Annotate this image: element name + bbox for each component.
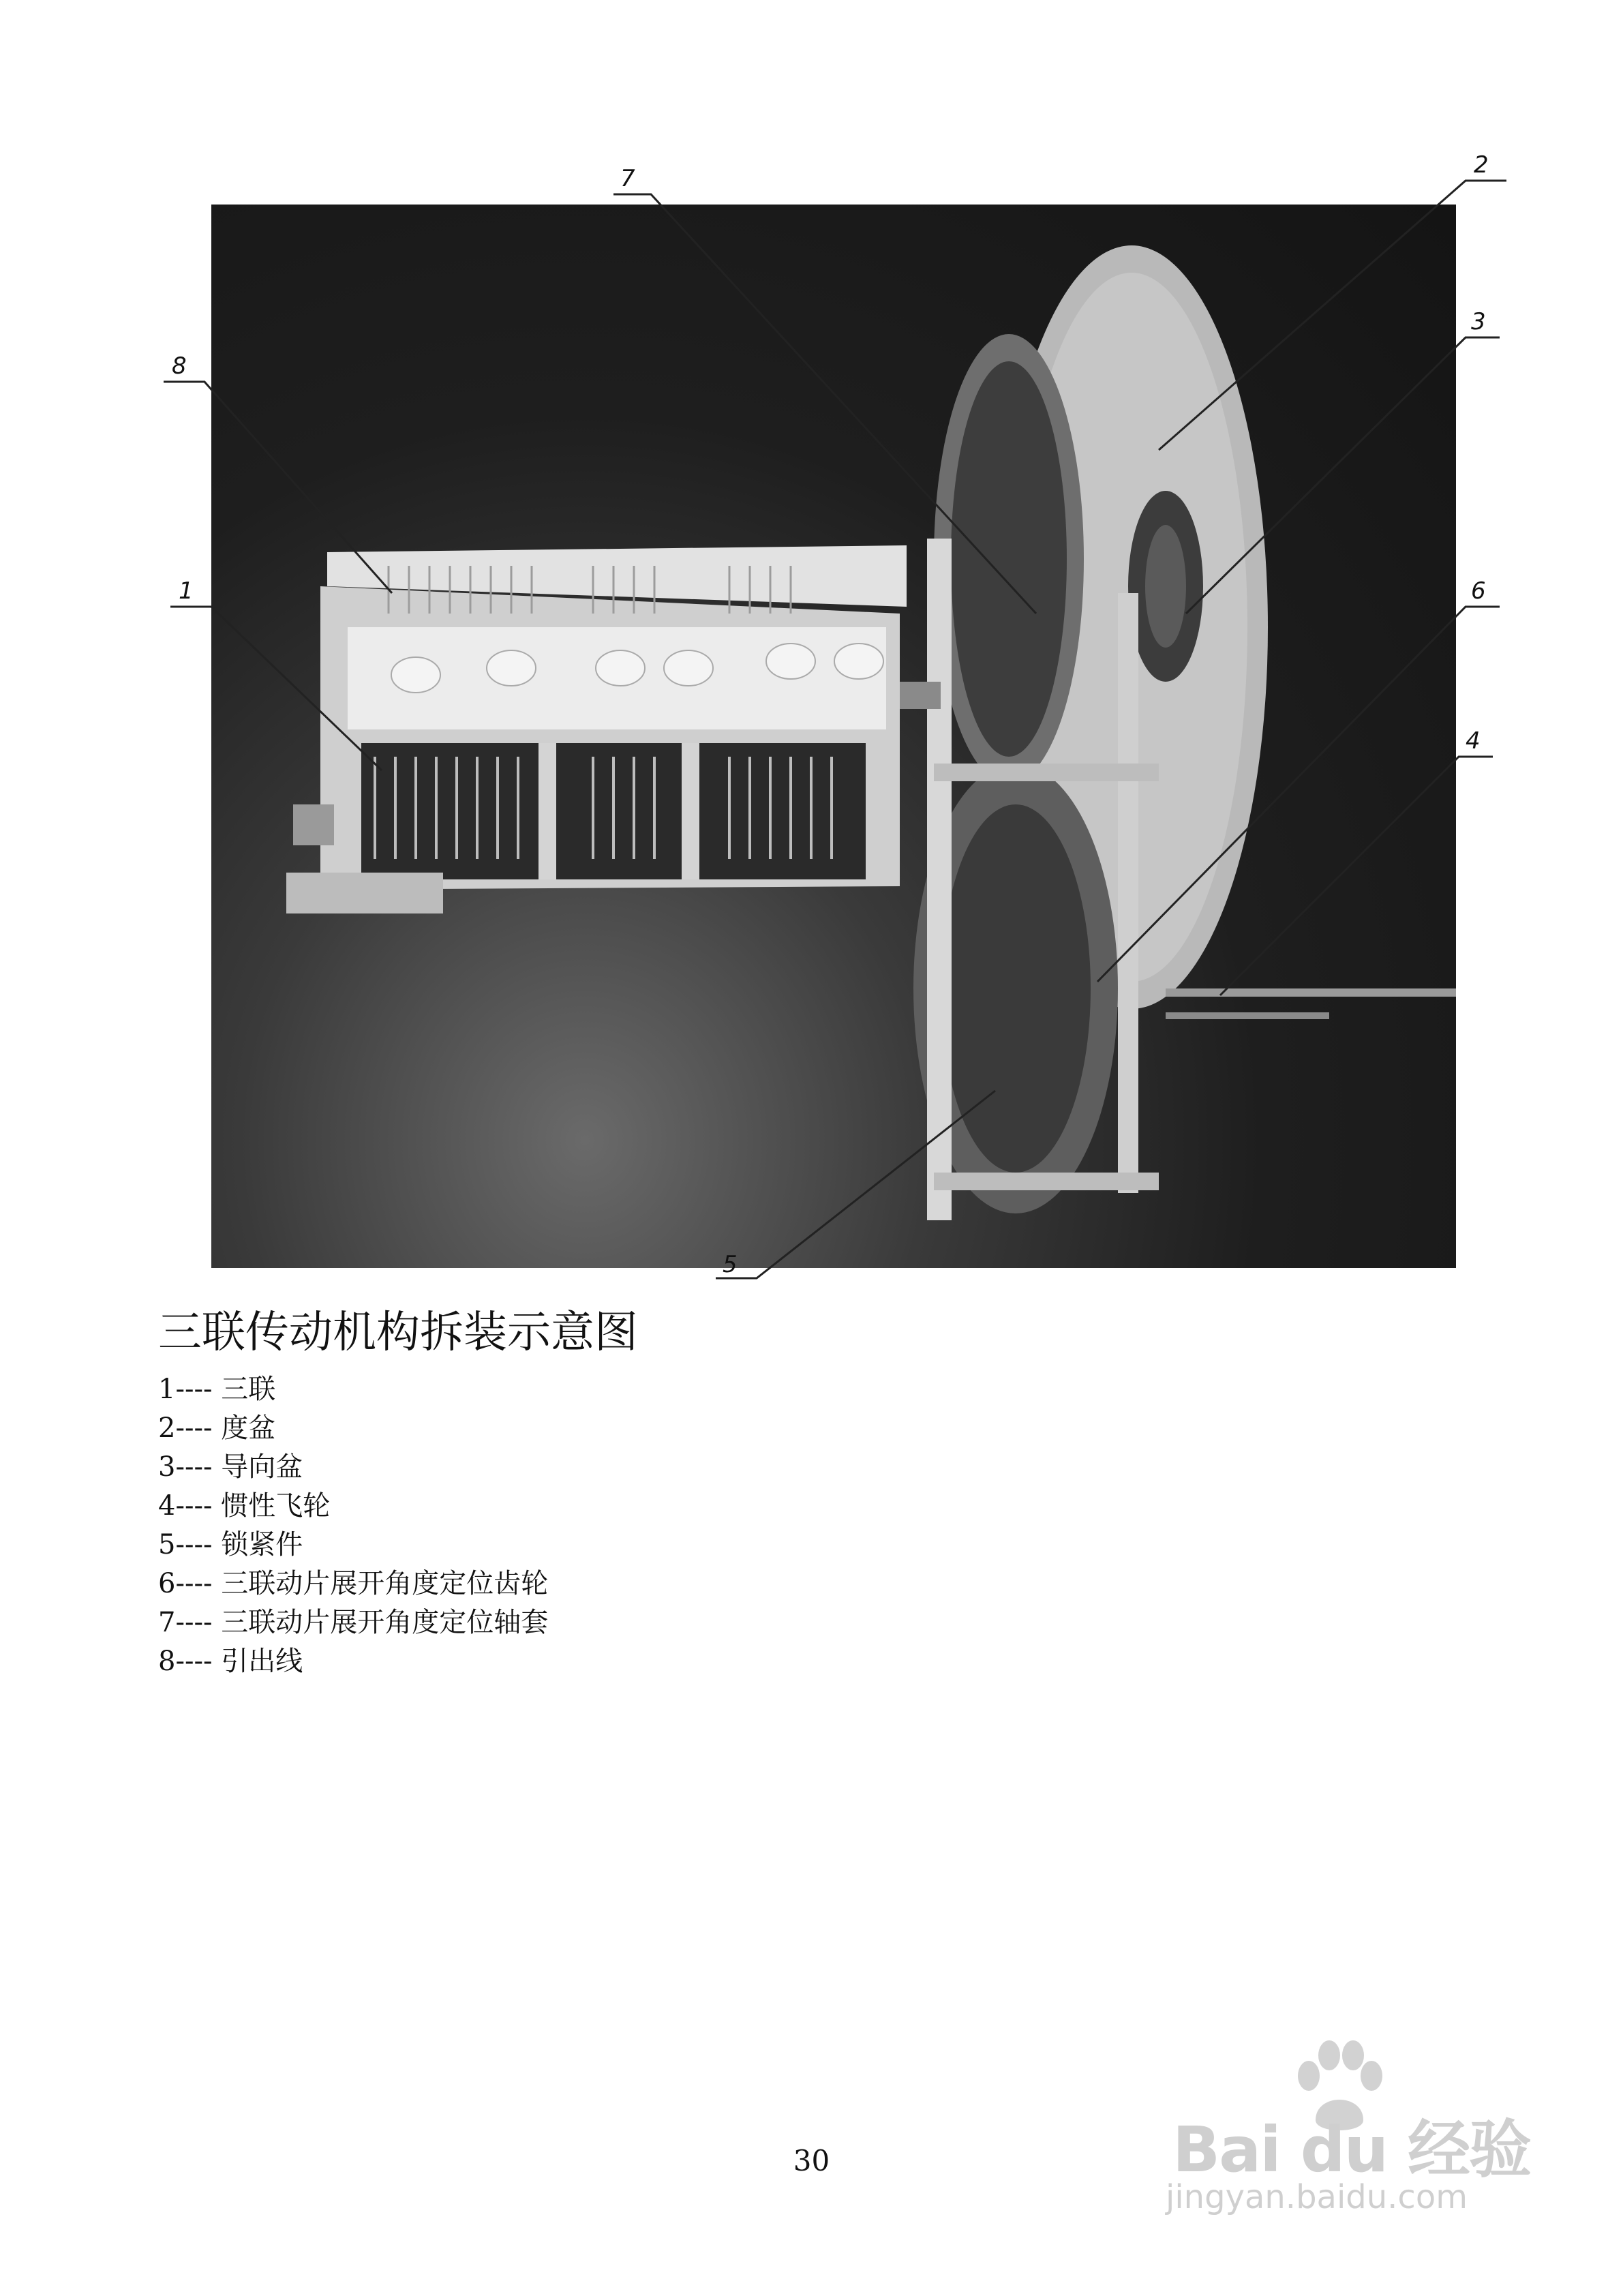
legend-item xyxy=(158,1448,548,1487)
legend-number: 8---- xyxy=(158,1646,213,1677)
baidu-watermark xyxy=(1118,2038,1554,2222)
legend-label: 三联动片展开角度定位轴套 xyxy=(221,1607,549,1638)
legend-number: 5---- xyxy=(158,1529,213,1560)
legend-number: 6---- xyxy=(158,1568,213,1599)
legend-item xyxy=(158,1370,548,1409)
legend-number: 3---- xyxy=(158,1451,213,1483)
legend-item xyxy=(158,1565,548,1603)
callout-7: 7 xyxy=(620,165,635,192)
callout-3: 3 xyxy=(1471,308,1486,335)
legend-item xyxy=(158,1526,548,1565)
legend-label: 锁紧件 xyxy=(221,1529,303,1560)
mechanism-illustration xyxy=(211,205,1456,1268)
frame-plate-back xyxy=(1118,593,1138,1193)
legend-number: 1---- xyxy=(158,1374,213,1405)
legend-item xyxy=(158,1409,548,1448)
legend-label: 引出线 xyxy=(221,1646,303,1677)
callout-8: 8 xyxy=(172,352,187,380)
figure-title: 三联传动机构拆装示意图 xyxy=(158,1308,638,1358)
callout-4: 4 xyxy=(1466,727,1481,755)
legend-item xyxy=(158,1487,548,1526)
legend-list xyxy=(158,1370,548,1681)
mechanism-photo xyxy=(211,205,1456,1268)
watermark-url: jingyan.baidu.com xyxy=(1166,2178,1468,2216)
frame-plate-front xyxy=(927,539,952,1220)
legend-number: 7---- xyxy=(158,1607,213,1638)
page-number: 30 xyxy=(793,2144,830,2177)
legend-item xyxy=(158,1603,548,1642)
legend-number: 4---- xyxy=(158,1490,213,1522)
callout-5: 5 xyxy=(723,1251,738,1278)
legend-label: 导向盆 xyxy=(221,1451,303,1483)
legend-number: 2---- xyxy=(158,1413,213,1444)
legend-label: 三联动片展开角度定位齿轮 xyxy=(221,1568,549,1599)
legend-item xyxy=(158,1642,548,1681)
callout-2: 2 xyxy=(1474,151,1489,179)
legend-label: 惯性飞轮 xyxy=(221,1490,331,1522)
legend-label: 三联 xyxy=(221,1374,276,1405)
legend-label: 度盆 xyxy=(221,1413,276,1444)
watermark-brand: Bai du 经验 xyxy=(1172,2113,1531,2186)
callout-6: 6 xyxy=(1471,577,1486,605)
callout-1: 1 xyxy=(179,577,194,605)
